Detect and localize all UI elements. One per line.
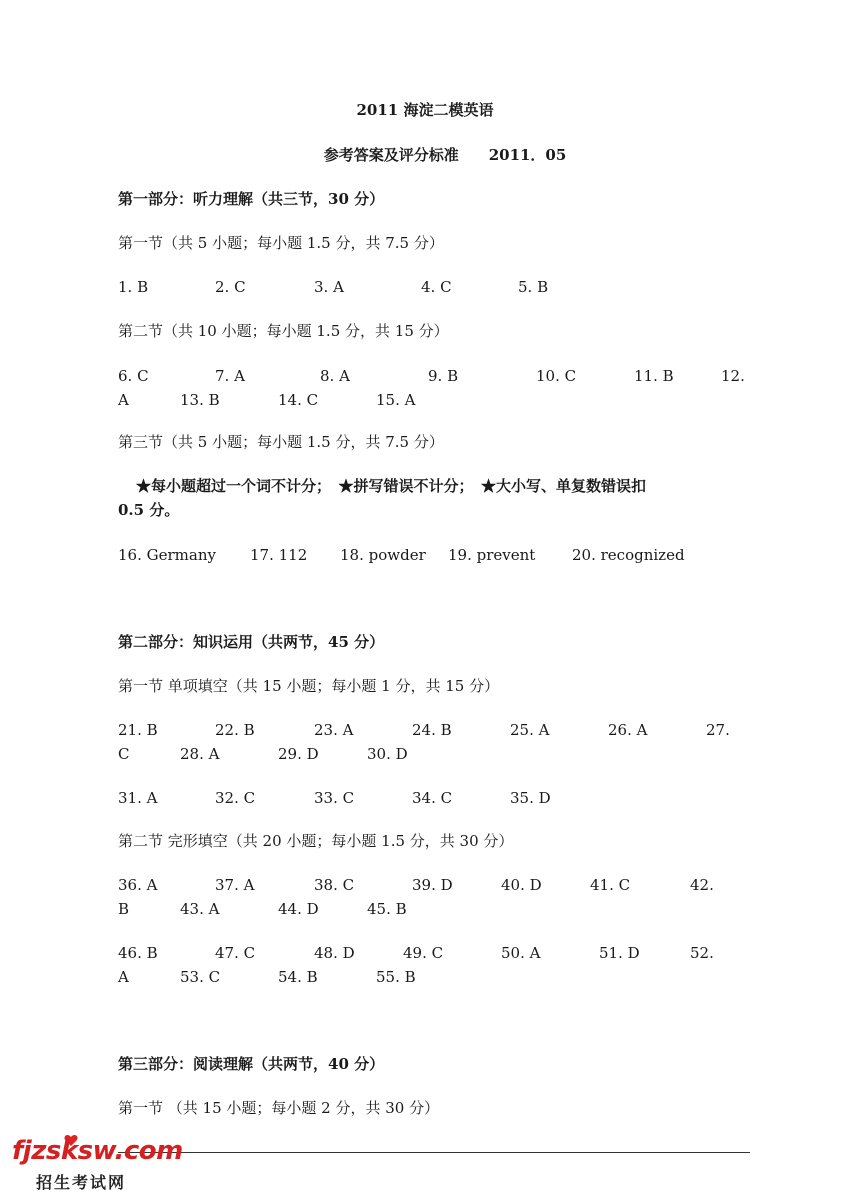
document-subtitle: 参考答案及评分标准 2011．05 [323,146,567,164]
part2-sec1-heading: 第一节 单项填空（共 15 小题；每小题 1 分，共 15 分） [118,677,500,695]
answer-item: 16. Germany [118,546,216,564]
answer-item: 39. D [412,876,453,894]
answer-item: 46. B [118,944,158,962]
part2-sec2-heading: 第二节 完形填空（共 20 小题；每小题 1.5 分，共 30 分） [118,832,514,850]
answer-item: 48. D [314,944,355,962]
answer-item: 50. A [501,944,541,962]
answer-item: 49. C [403,944,444,962]
answer-item: 37. A [215,876,255,894]
answer-item: 21. B [118,721,158,739]
footer-divider [118,1152,750,1153]
answer-item: 41. C [590,876,631,894]
answer-item: A [118,391,129,409]
answer-item: 15. A [376,391,416,409]
answer-item: 32. C [215,789,256,807]
logo-wordmark: fjzsksw.com [12,1136,183,1166]
answer-item: 47. C [215,944,256,962]
answer-item: 7. A [215,367,245,385]
answer-item: 25. A [510,721,550,739]
answer-item: 30. D [367,745,408,763]
part1-heading: 第一部分：听力理解（共三节，30 分） [118,190,385,208]
answer-item: C [118,745,130,763]
part1-sec2-heading: 第二节（共 10 小题；每小题 1.5 分，共 15 分） [118,322,449,340]
scoring-note: 0.5 分。 [118,501,180,519]
answer-item: A [118,968,129,986]
answer-item: 52. [690,944,714,962]
answer-item: B [118,900,130,918]
answer-item: 45. B [367,900,407,918]
logo-subtitle: 招生考试网 [36,1173,127,1192]
answer-item: 2. C [215,278,246,296]
answer-item: 20. recognized [572,546,685,564]
part2-heading: 第二部分：知识运用（共两节，45 分） [118,633,385,651]
answer-item: 40. D [501,876,542,894]
part3-heading: 第三部分：阅读理解（共两节，40 分） [118,1055,385,1073]
answer-item: 22. B [215,721,255,739]
answer-item: 26. A [608,721,648,739]
answer-item: 5. B [518,278,549,296]
answer-item: 9. B [428,367,459,385]
answer-item: 28. A [180,745,220,763]
answer-item: 44. D [278,900,319,918]
answer-item: 33. C [314,789,355,807]
answer-item: 35. D [510,789,551,807]
answer-item: 14. C [278,391,319,409]
part1-sec1-heading: 第一节（共 5 小题；每小题 1.5 分，共 7.5 分） [118,234,444,252]
answer-item: 38. C [314,876,355,894]
answer-item: 43. A [180,900,220,918]
site-logo[interactable] [12,1136,182,1198]
answer-item: 54. B [278,968,318,986]
answer-item: 23. A [314,721,354,739]
answer-item: 27. [706,721,730,739]
answer-item: 34. C [412,789,453,807]
answer-item: 6. C [118,367,149,385]
answer-item: 11. B [634,367,674,385]
answer-item: 19. prevent [448,546,536,564]
document-title: 2011 海淀二模英语 [356,101,494,119]
answer-item: 36. A [118,876,158,894]
answer-item: 31. A [118,789,158,807]
answer-item: 18. powder [340,546,426,564]
answer-item: 55. B [376,968,416,986]
answer-item: 8. A [320,367,350,385]
answer-item: 13. B [180,391,220,409]
answer-item: 17. 112 [250,546,308,564]
answer-item: 4. C [421,278,452,296]
answer-item: 10. C [536,367,577,385]
answer-item: 42. [690,876,714,894]
answer-item: 12. [721,367,745,385]
answer-item: 24. B [412,721,452,739]
scoring-note: ★每小题超过一个词不计分； ★拼写错误不计分； ★大小写、单复数错误扣 [136,477,647,495]
part3-sec1-heading: 第一节 （共 15 小题；每小题 2 分，共 30 分） [118,1099,440,1117]
answer-item: 29. D [278,745,319,763]
answer-item: 3. A [314,278,344,296]
answer-item: 1. B [118,278,149,296]
answer-item: 53. C [180,968,221,986]
answer-item: 51. D [599,944,640,962]
part1-sec3-heading: 第三节（共 5 小题；每小题 1.5 分，共 7.5 分） [118,433,444,451]
